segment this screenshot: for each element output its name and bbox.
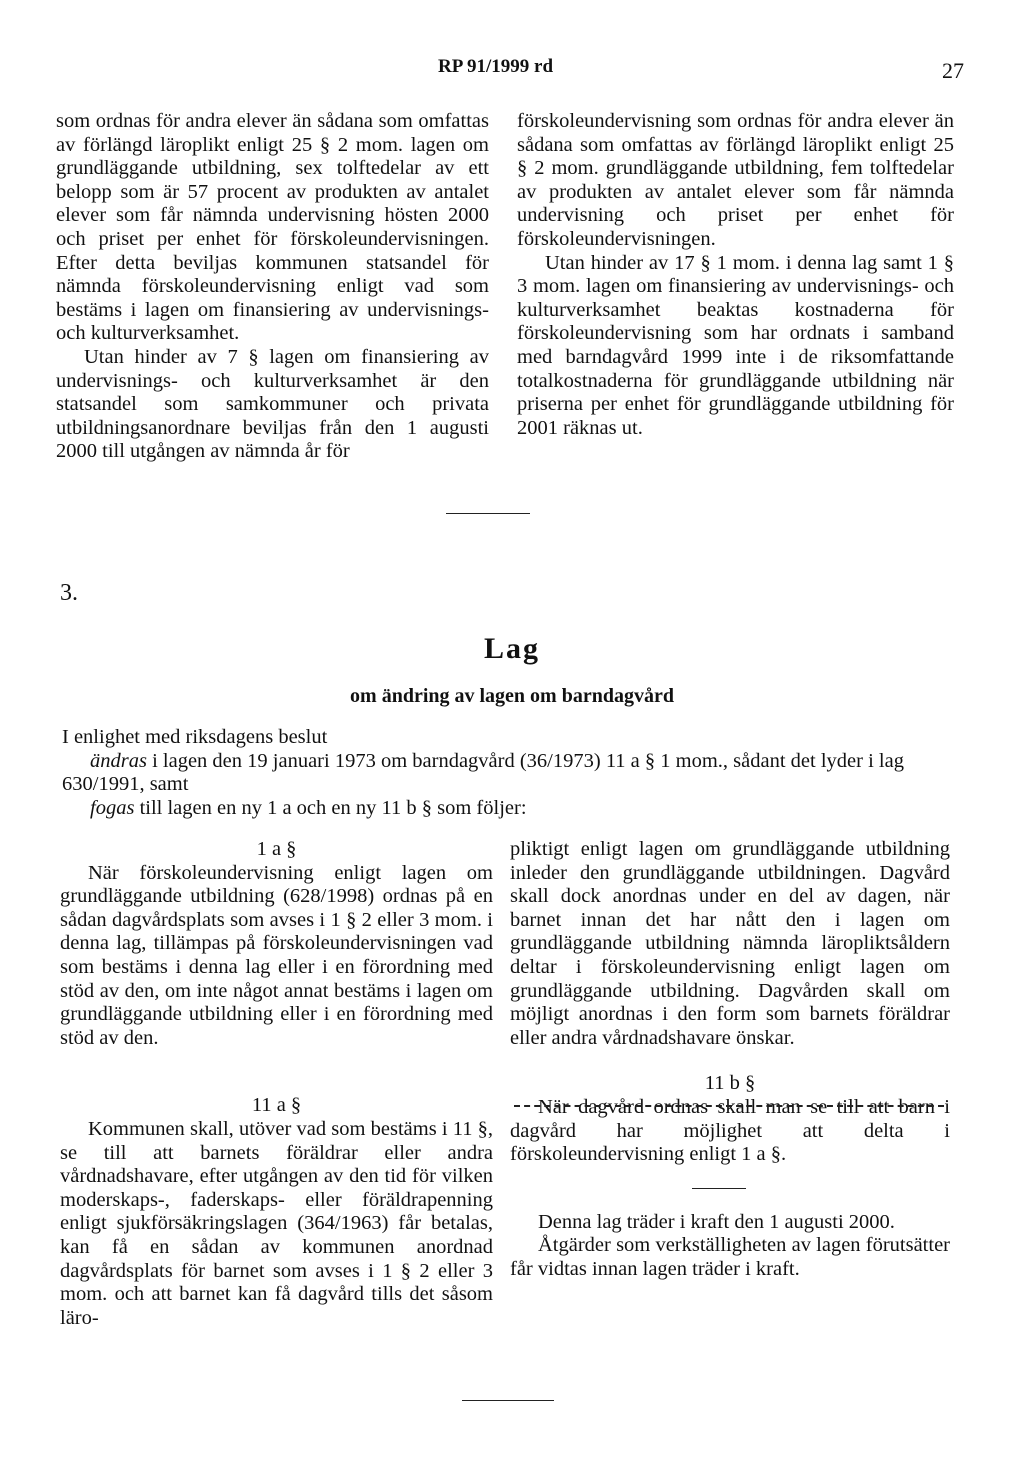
paragraph: förskoleundervisning som ordnas för andra elever än sådana som omfattas av förlängd läroplikt enligt 25 § 2 mom. grundläggande utbildning, fem tolftedelar av produkten av antalet elever som får nämnda undervisning och priset per enhet för förskoleundervisningen. <box>517 110 954 250</box>
law-title: Lag <box>483 632 540 665</box>
enactment-clause <box>62 726 962 820</box>
intro-line: I enlighet med riksdagens beslut <box>62 726 328 748</box>
omission-dashed-line <box>514 1105 944 1107</box>
bottom-right-column <box>510 838 950 1282</box>
andras-label: ändras <box>90 749 147 772</box>
amendment-clause <box>62 750 962 797</box>
page-header <box>0 56 1024 86</box>
end-divider <box>462 1400 554 1401</box>
bottom-left-column <box>60 838 493 1330</box>
law-subtitle: om ändring av lagen om barndagvård <box>350 685 674 707</box>
paragraph: som ordnas för andra elever än sådana som omfattas av förlängd läroplikt enligt 25 § 2 mom. lagen om grundläggande utbildning, sex tolftedelar av ett belopp som är 57 procent av produkten av antalet elever som får nämnda undervisning hösten 2000 och priset per enhet för förskoleundervisningen. Efter detta beviljas kommunen statsandel för nämnda förskoleundervisning enligt vad som bestäms i lagen om finansiering av undervisnings- och kulturverksamhet. <box>56 110 489 345</box>
top-right-column <box>517 110 954 440</box>
short-divider <box>692 1188 746 1189</box>
addition-clause <box>62 797 962 821</box>
section-heading-11b: 11 b § <box>704 1072 756 1095</box>
document-id: RP 91/1999 rd <box>438 56 554 77</box>
section-text-1a: När förskoleundervisning enligt lagen om grundläggande utbildning (628/1998) ordnas på en sådan dagvårdsplats som avses i 1 § 2 eller 3 mom. i denna lag, tillämpas på förskoleundervisningen vad som bestäms i denna lag eller i en förordning med stöd av den, om inte något annat bestäms i lagen om grundläggande utbildning eller i en förordning med stöd av den. <box>60 861 493 1049</box>
paragraph: Utan hinder av 7 § lagen om finansiering av undervisnings- och kulturverksamhet är den statsandel som samkommuner och privata utbildningsanordnare beviljas från den 1 augusti 2000 till utgången av nämnda år för <box>56 345 489 463</box>
fogas-label: fogas <box>90 796 135 819</box>
section-divider <box>446 513 530 514</box>
section-text-11b: När dagvård ordnas skall man se till att barn i dagvård har möjlighet att delta i förskoleundervisning enligt 1 a §. <box>510 1095 950 1166</box>
top-left-column <box>56 110 489 464</box>
paragraph: Utan hinder av 17 § 1 mom. i denna lag samt 1 § 3 mom. lagen om finansiering av undervisnings- och kulturverksamhet beaktas kostnaderna för förskoleundervisning som har ordnats i samband med barndagvård 1999 inte i de riksomfattande totalkostnaderna för grundläggande utbildning när priserna per enhet för grundläggande utbildning för 2001 räknas ut. <box>517 251 954 439</box>
continued-text: pliktigt enligt lagen om grundläggande utbildning inleder den grundläggande utbildningen. Dagvård skall dock anordnas under en del av dagen, när barnet innan det har nått den i lagen om grundläggande utbildning nämnda läropliktsåldern deltar i förskoleundervisning enligt lagen om grundläggande utbildning. Dagvården skall om möjligt anordnas i den form som barnets föräldrar eller andra vårdnadshavare önskar. <box>510 838 950 1049</box>
section-heading-11a: 11 a § <box>251 1094 302 1117</box>
entry-into-force: Denna lag träder i kraft den 1 augusti 2000. <box>538 1210 895 1233</box>
section-number: 3. <box>60 580 78 606</box>
implementation-measures: Åtgärder som verkställigheten av lagen förutsätter får vidtas innan lagen träder i kraft. <box>510 1234 950 1280</box>
section-heading-1a: 1 a § <box>256 838 297 860</box>
fogas-text: till lagen en ny 1 a och en ny 11 b § som följer: <box>134 796 527 819</box>
page-number: 27 <box>942 58 964 83</box>
section-text-11a: Kommunen skall, utöver vad som bestäms i 11 §, se till att barnets föräldrar eller andra vårdnadshavare, efter utgången av den tid för vilken moderskaps-, faderskaps- eller föräldrapenning enligt sjukförsäkringslagen (364/1963) får betalas, kan få en sådan av kommunen anordnad dagvårdsplats för barnet som avses i 1 § 2 eller 3 mom. och att barnet kan få dagvård tills det såsom läro- <box>60 1117 493 1329</box>
andras-text: i lagen den 19 januari 1973 om barndagvård (36/1973) 11 a § 1 mom., sådant det lyder i lag 630/1991, samt <box>62 749 904 796</box>
